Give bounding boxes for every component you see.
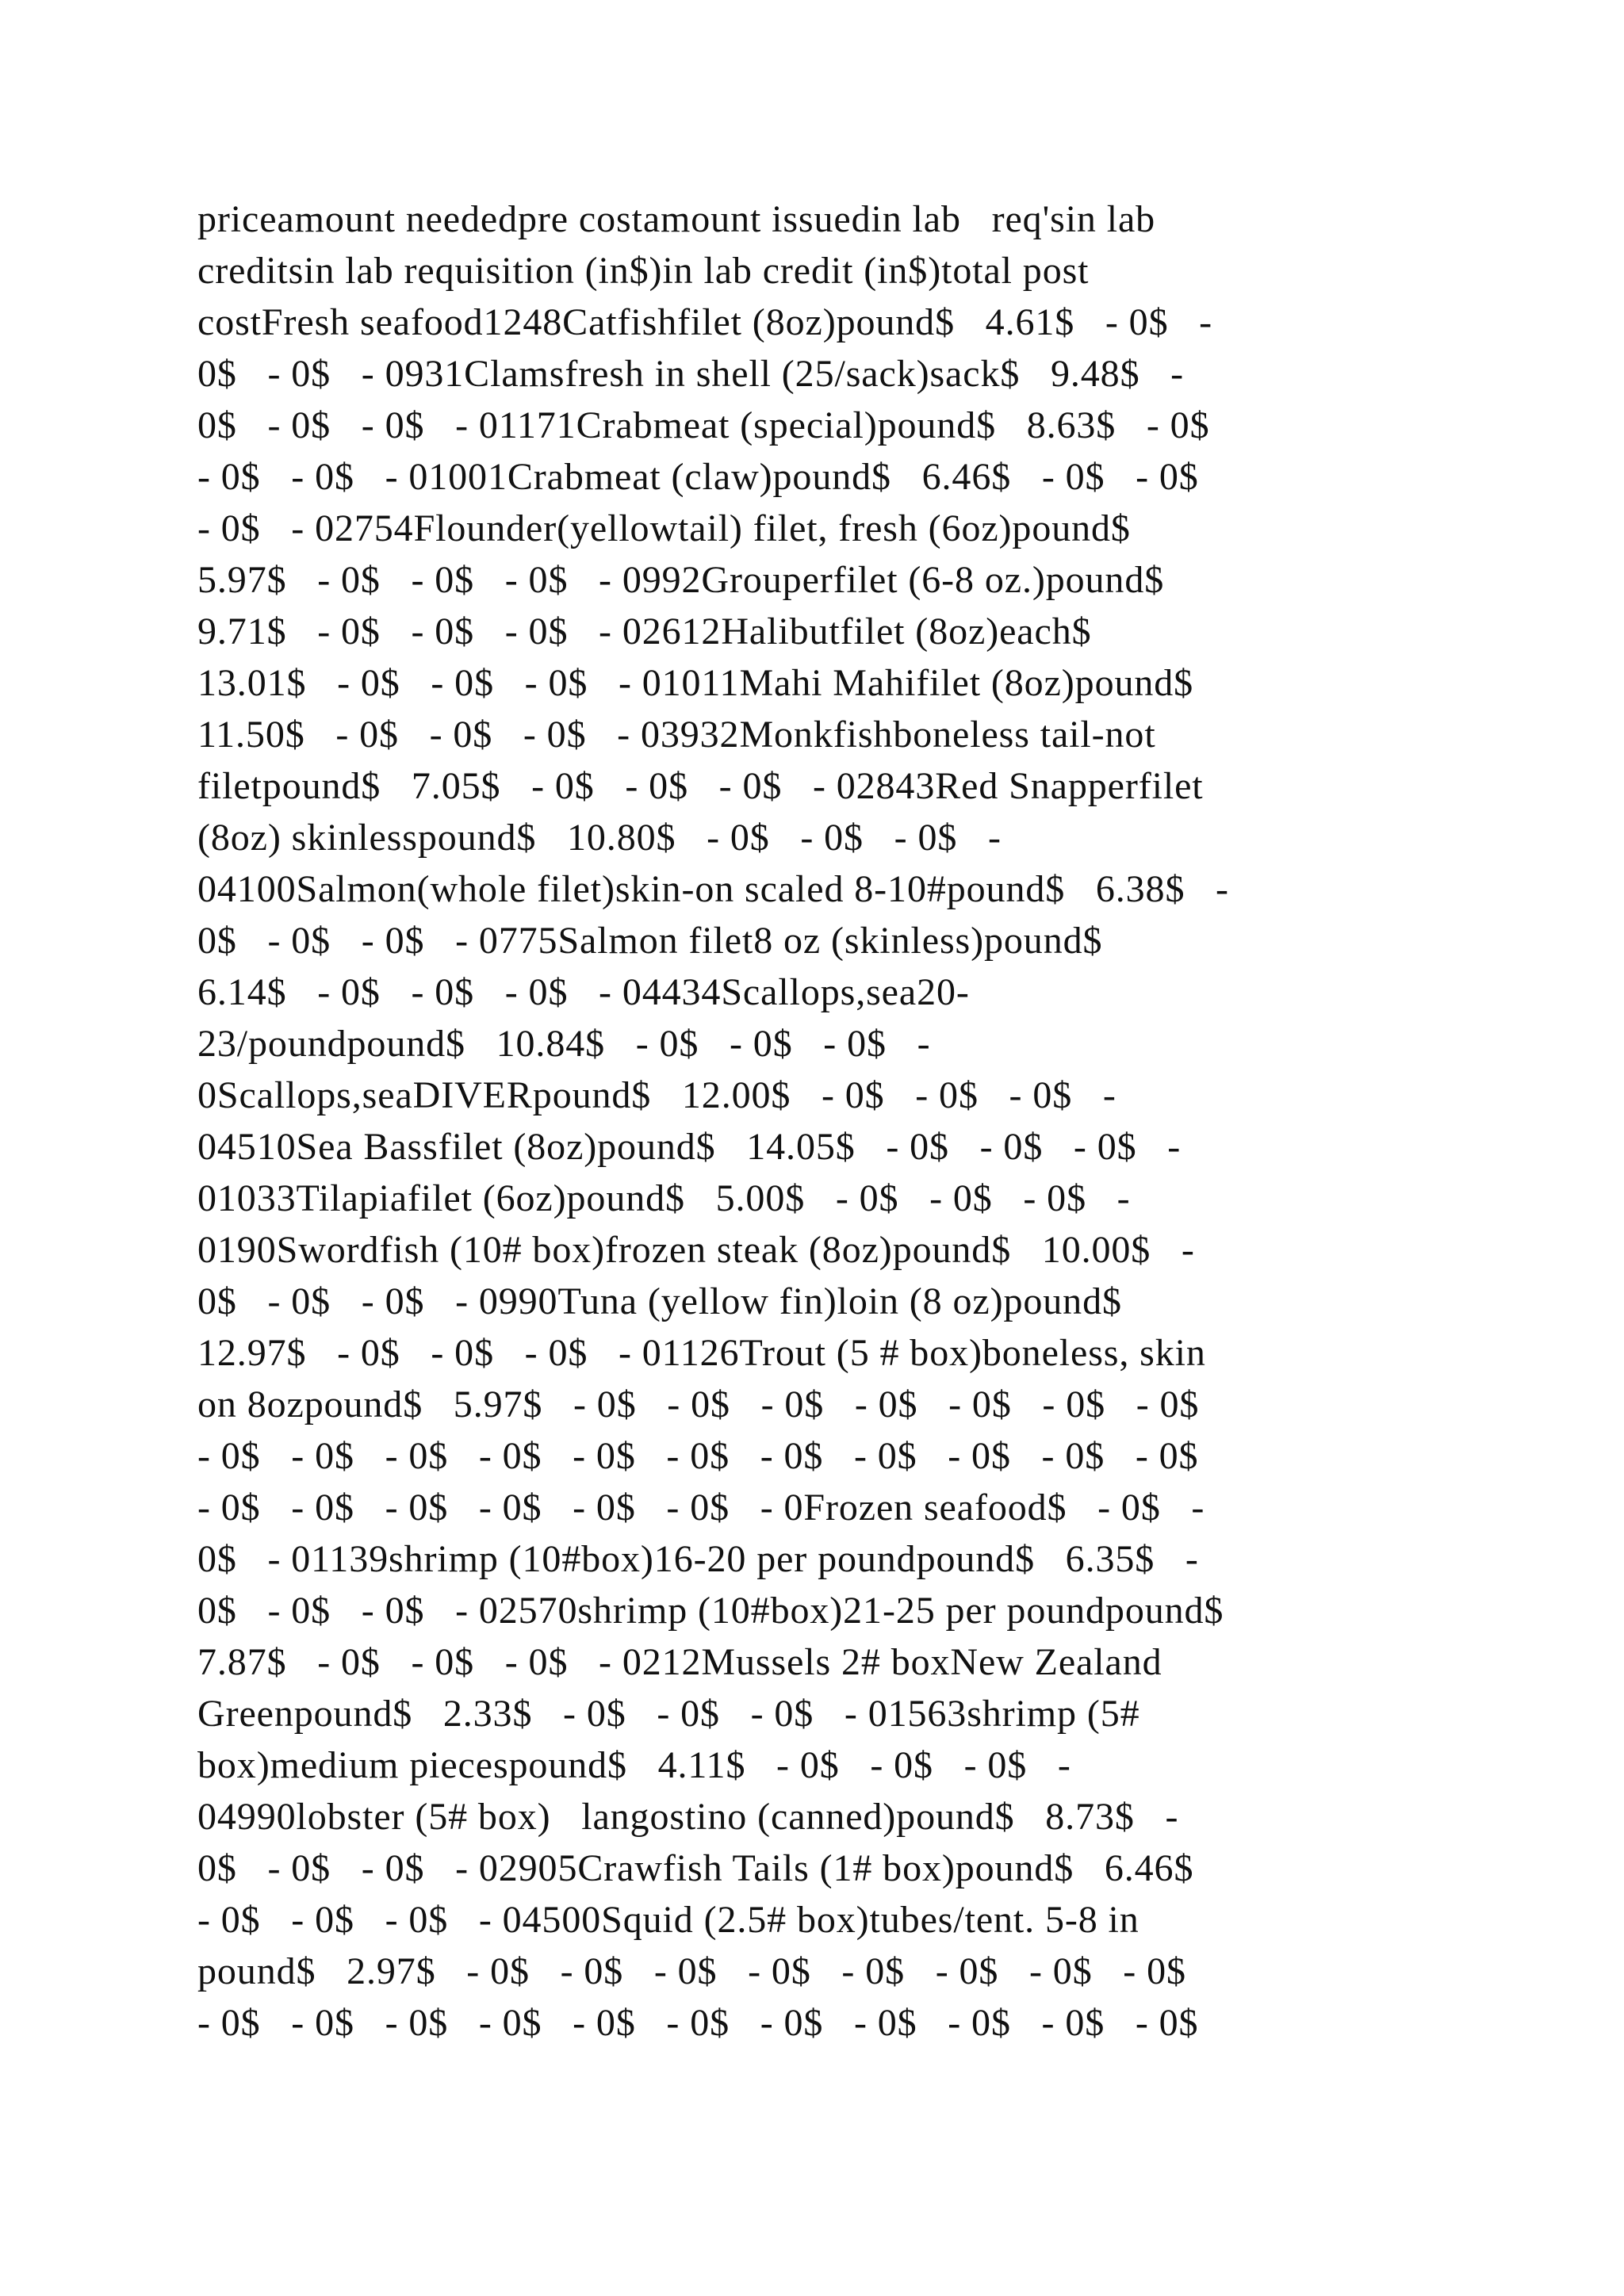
- text-line: - 0$ - 02754Flounder(yellowtail) filet, fresh (6oz)pound$: [197, 507, 1131, 549]
- text-line: 0$ - 0$ - 0$ - 01171Crabmeat (special)pound$ 8.63$ - 0$: [197, 404, 1210, 446]
- text-line: 0Scallops,seaDIVERpound$ 12.00$ - 0$ - 0$ - 0$ -: [197, 1074, 1116, 1116]
- text-line: 0190Swordfish (10# box)frozen steak (8oz)pound$ 10.00$ -: [197, 1229, 1195, 1271]
- text-line: 23/poundpound$ 10.84$ - 0$ - 0$ - 0$ -: [197, 1023, 931, 1065]
- text-line: 0$ - 0$ - 0$ - 0990Tuna (yellow fin)loin (8 oz)pound$: [197, 1280, 1122, 1322]
- text-line: 6.14$ - 0$ - 0$ - 0$ - 04434Scallops,sea20-: [197, 971, 970, 1013]
- text-line: (8oz) skinlesspound$ 10.80$ - 0$ - 0$ - 0$ -: [197, 817, 1002, 859]
- text-line: 5.97$ - 0$ - 0$ - 0$ - 0992Grouperfilet (6-8 oz.)pound$: [197, 559, 1165, 601]
- text-line: - 0$ - 0$ - 0$ - 0$ - 0$ - 0$ - 0Frozen seafood$ - 0$ -: [197, 1487, 1205, 1529]
- text-line: - 0$ - 0$ - 0$ - 0$ - 0$ - 0$ - 0$ - 0$ - 0$ - 0$ - 0$: [197, 2002, 1199, 2044]
- text-line: 0$ - 0$ - 0$ - 0775Salmon filet8 oz (skinless)pound$: [197, 920, 1103, 962]
- document-body: [197, 193, 1434, 2049]
- text-line: 04990lobster (5# box) langostino (canned)pound$ 8.73$ -: [197, 1796, 1179, 1838]
- text-line: on 8ozpound$ 5.97$ - 0$ - 0$ - 0$ - 0$ - 0$ - 0$ - 0$: [197, 1383, 1200, 1425]
- text-line: 11.50$ - 0$ - 0$ - 0$ - 03932Monkfishboneless tail-not: [197, 714, 1156, 756]
- text-line: priceamount neededpre costamount issuedin lab req'sin lab: [197, 198, 1156, 240]
- text-line: - 0$ - 0$ - 0$ - 0$ - 0$ - 0$ - 0$ - 0$ - 0$ - 0$ - 0$: [197, 1435, 1199, 1477]
- text-line: 12.97$ - 0$ - 0$ - 0$ - 01126Trout (5 # box)boneless, skin: [197, 1332, 1206, 1374]
- text-line: creditsin lab requisition (in$)in lab credit (in$)total post: [197, 250, 1090, 292]
- text-line: - 0$ - 0$ - 0$ - 04500Squid (2.5# box)tubes/tent. 5-8 in: [197, 1899, 1139, 1941]
- text-line: box)medium piecespound$ 4.11$ - 0$ - 0$ - 0$ -: [197, 1744, 1071, 1786]
- text-line: 04510Sea Bassfilet (8oz)pound$ 14.05$ - 0$ - 0$ - 0$ -: [197, 1126, 1182, 1168]
- text-line: 13.01$ - 0$ - 0$ - 0$ - 01011Mahi Mahifilet (8oz)pound$: [197, 662, 1194, 704]
- text-line: pound$ 2.97$ - 0$ - 0$ - 0$ - 0$ - 0$ - 0$ - 0$ - 0$: [197, 1950, 1186, 1992]
- text-line: 0$ - 01139shrimp (10#box)16-20 per poundpound$ 6.35$ -: [197, 1538, 1199, 1580]
- text-line: 9.71$ - 0$ - 0$ - 0$ - 02612Halibutfilet (8oz)each$: [197, 610, 1092, 652]
- text-line: 04100Salmon(whole filet)skin-on scaled 8-10#pound$ 6.38$ -: [197, 868, 1229, 910]
- text-line: costFresh seafood1248Catfishfilet (8oz)pound$ 4.61$ - 0$ -: [197, 301, 1213, 343]
- text-line: filetpound$ 7.05$ - 0$ - 0$ - 0$ - 02843Red Snapperfilet: [197, 765, 1204, 807]
- text-line: 01033Tilapiafilet (6oz)pound$ 5.00$ - 0$ - 0$ - 0$ -: [197, 1177, 1131, 1219]
- text-line: 7.87$ - 0$ - 0$ - 0$ - 0212Mussels 2# boxNew Zealand: [197, 1641, 1162, 1683]
- text-line: - 0$ - 0$ - 01001Crabmeat (claw)pound$ 6.46$ - 0$ - 0$: [197, 456, 1199, 498]
- text-line: 0$ - 0$ - 0$ - 02905Crawfish Tails (1# box)pound$ 6.46$: [197, 1847, 1194, 1889]
- text-line: 0$ - 0$ - 0$ - 02570shrimp (10#box)21-25 per poundpound$: [197, 1590, 1224, 1632]
- text-line: Greenpound$ 2.33$ - 0$ - 0$ - 0$ - 01563shrimp (5#: [197, 1693, 1140, 1735]
- text-line: 0$ - 0$ - 0931Clamsfresh in shell (25/sack)sack$ 9.48$ -: [197, 353, 1185, 395]
